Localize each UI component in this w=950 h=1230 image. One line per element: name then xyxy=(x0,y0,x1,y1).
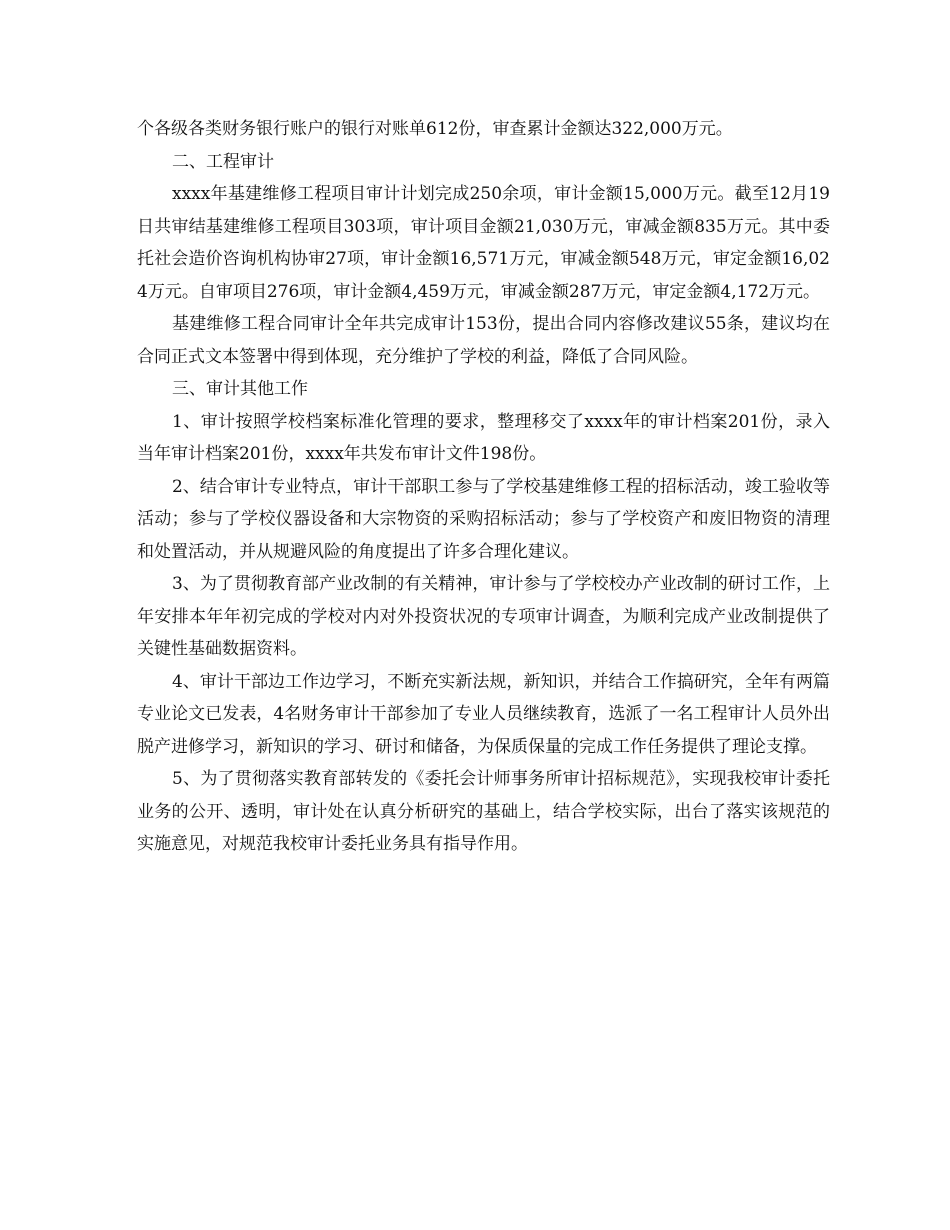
paragraph-contract-audit: 基建维修工程合同审计全年共完成审计153份，提出合同内容修改建议55条，建议均在合同正式文本签署中得到体现，充分维护了学校的利益，降低了合同风险。 xyxy=(137,314,830,367)
list-item-1: 1、审计按照学校档案标准化管理的要求，整理移交了xxxx年的审计档案201份，录入当年审计档案201份，xxxx年共发布审计文件198份。 xyxy=(137,411,830,464)
list-item-2: 2、结合审计专业特点，审计干部职工参与了学校基建维修工程的招标活动，竣工验收等活动；参与了学校仪器设备和大宗物资的采购招标活动；参与了学校资产和废旧物资的清理和处置活动，并从规避风险的角度提出了许多合理化建议。 xyxy=(137,476,830,562)
list-item-4: 4、审计干部边工作边学习，不断充实新法规，新知识，并结合工作搞研究，全年有两篇专业论文已发表，4名财务审计干部参加了专业人员继续教育，选派了一名工程审计人员外出脱产进修学习，新知识的学习、研讨和储备，为保质保量的完成工作任务提供了理论支撑。 xyxy=(137,671,830,757)
list-item-5: 5、为了贯彻落实教育部转发的《委托会计师事务所审计招标规范》，实现我校审计委托业务的公开、透明，审计处在认真分析研究的基础上，结合学校实际，出台了落实该规范的实施意见，对规范我校审计委托业务具有指导作用。 xyxy=(137,769,830,854)
paragraph-engineering-audit: xxxx年基建维修工程项目审计计划完成250余项，审计金额15,000万元。截至12月19日共审结基建维修工程项目303项，审计项目金额21,030万元，审减金额835万元。其中委托社会造价咨询机构协审27项，审计金额16,571万元，审减金额548万元，审定金额16,024万元。自审项目276项，审计金额4,459万元，审减金额287万元，审定金额4,172万元。 xyxy=(137,184,830,302)
section-heading-other-work: 三、审计其他工作 xyxy=(172,379,308,399)
section-heading-engineering-audit: 二、工程审计 xyxy=(172,151,274,172)
list-item-3: 3、为了贯彻教育部产业改制的有关精神，审计参与了学校校办产业改制的研讨工作，上年安排本年年初完成的学校对内对外投资状况的专项审计调查，为顺利完成产业改制提供了关键性基础数据资料。 xyxy=(137,574,830,659)
paragraph-continuation: 个各级各类财务银行账户的银行对账单612份，审查累计金额达322,000万元。 xyxy=(137,119,733,139)
